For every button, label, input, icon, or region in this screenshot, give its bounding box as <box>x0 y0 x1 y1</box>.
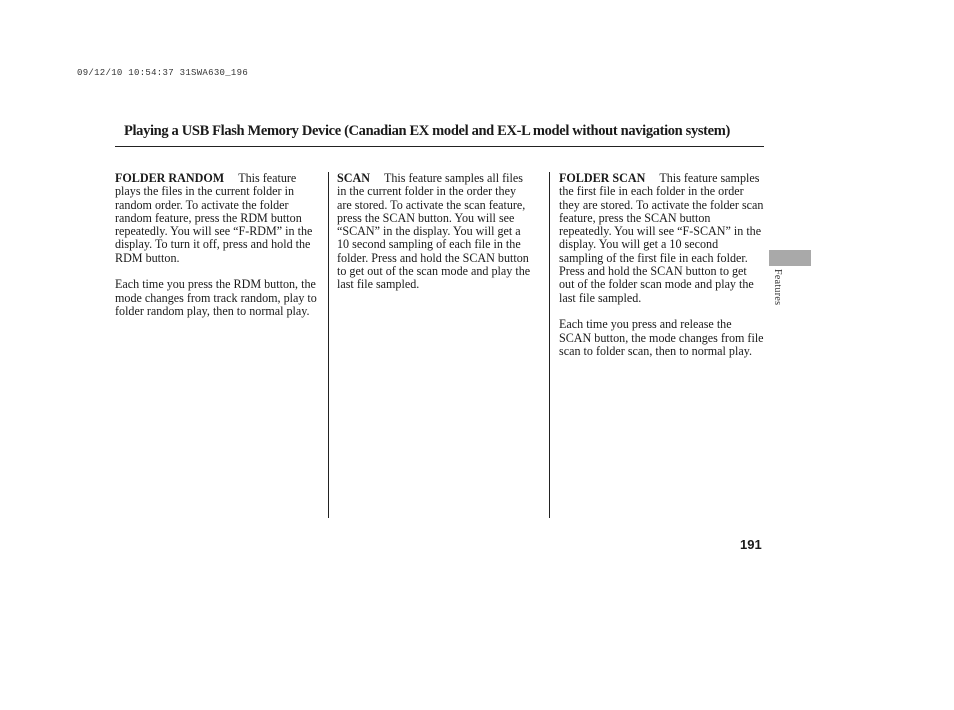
section-tab-marker <box>769 250 811 266</box>
folder-scan-text-1: This feature samples the first file in each folder in the order they are stored. To activate the folder scan feature, press the SCAN button repeatedly. You will see “F-SCAN” in the display. You will get a 10 second sampling of the first file in each folder. Press and hold the SCAN button to get out of the folder scan mode and play the last file sampled. <box>559 171 764 305</box>
folder-random-text-1: This feature plays the files in the current folder in random order. To activate the folder random feature, press the RDM button repeatedly. You will see “F-RDM” in the display. To turn it off, press and hold the RDM button. <box>115 171 313 265</box>
folder-scan-paragraph-2: Each time you press and release the SCAN button, the mode changes from file scan to folder scan, then to normal play. <box>559 317 764 358</box>
folder-scan-heading: FOLDER SCAN <box>559 171 646 185</box>
column-scan <box>337 172 533 305</box>
column-folder-random <box>115 172 322 332</box>
scan-text-1: This feature samples all files in the current folder in the order they are stored. To activate the scan feature, press the SCAN button. You will see “SCAN” in the display. You will get a 10 second sampling of each file in the folder. Press and hold the SCAN button to get out of the scan mode and play the last file sampled. <box>337 171 531 292</box>
page-number: 191 <box>740 537 762 552</box>
scan-paragraph-1 <box>337 172 533 292</box>
title-rule <box>115 146 764 147</box>
column-divider-1 <box>328 172 329 518</box>
column-folder-scan <box>559 172 764 371</box>
folder-random-paragraph-2: Each time you press the RDM button, the mode changes from track random, play to folder random play, then to normal play. <box>115 277 317 318</box>
folder-random-paragraph-1 <box>115 172 322 265</box>
folder-scan-paragraph-1 <box>559 172 764 305</box>
column-divider-2 <box>549 172 550 518</box>
print-timestamp: 09/12/10 10:54:37 31SWA630_196 <box>77 68 249 78</box>
page-title: Playing a USB Flash Memory Device (Canadian EX model and EX-L model without navigation system) <box>124 123 730 139</box>
folder-random-heading: FOLDER RANDOM <box>115 171 225 185</box>
section-side-label: Features <box>772 269 783 306</box>
scan-heading: SCAN <box>337 171 370 185</box>
